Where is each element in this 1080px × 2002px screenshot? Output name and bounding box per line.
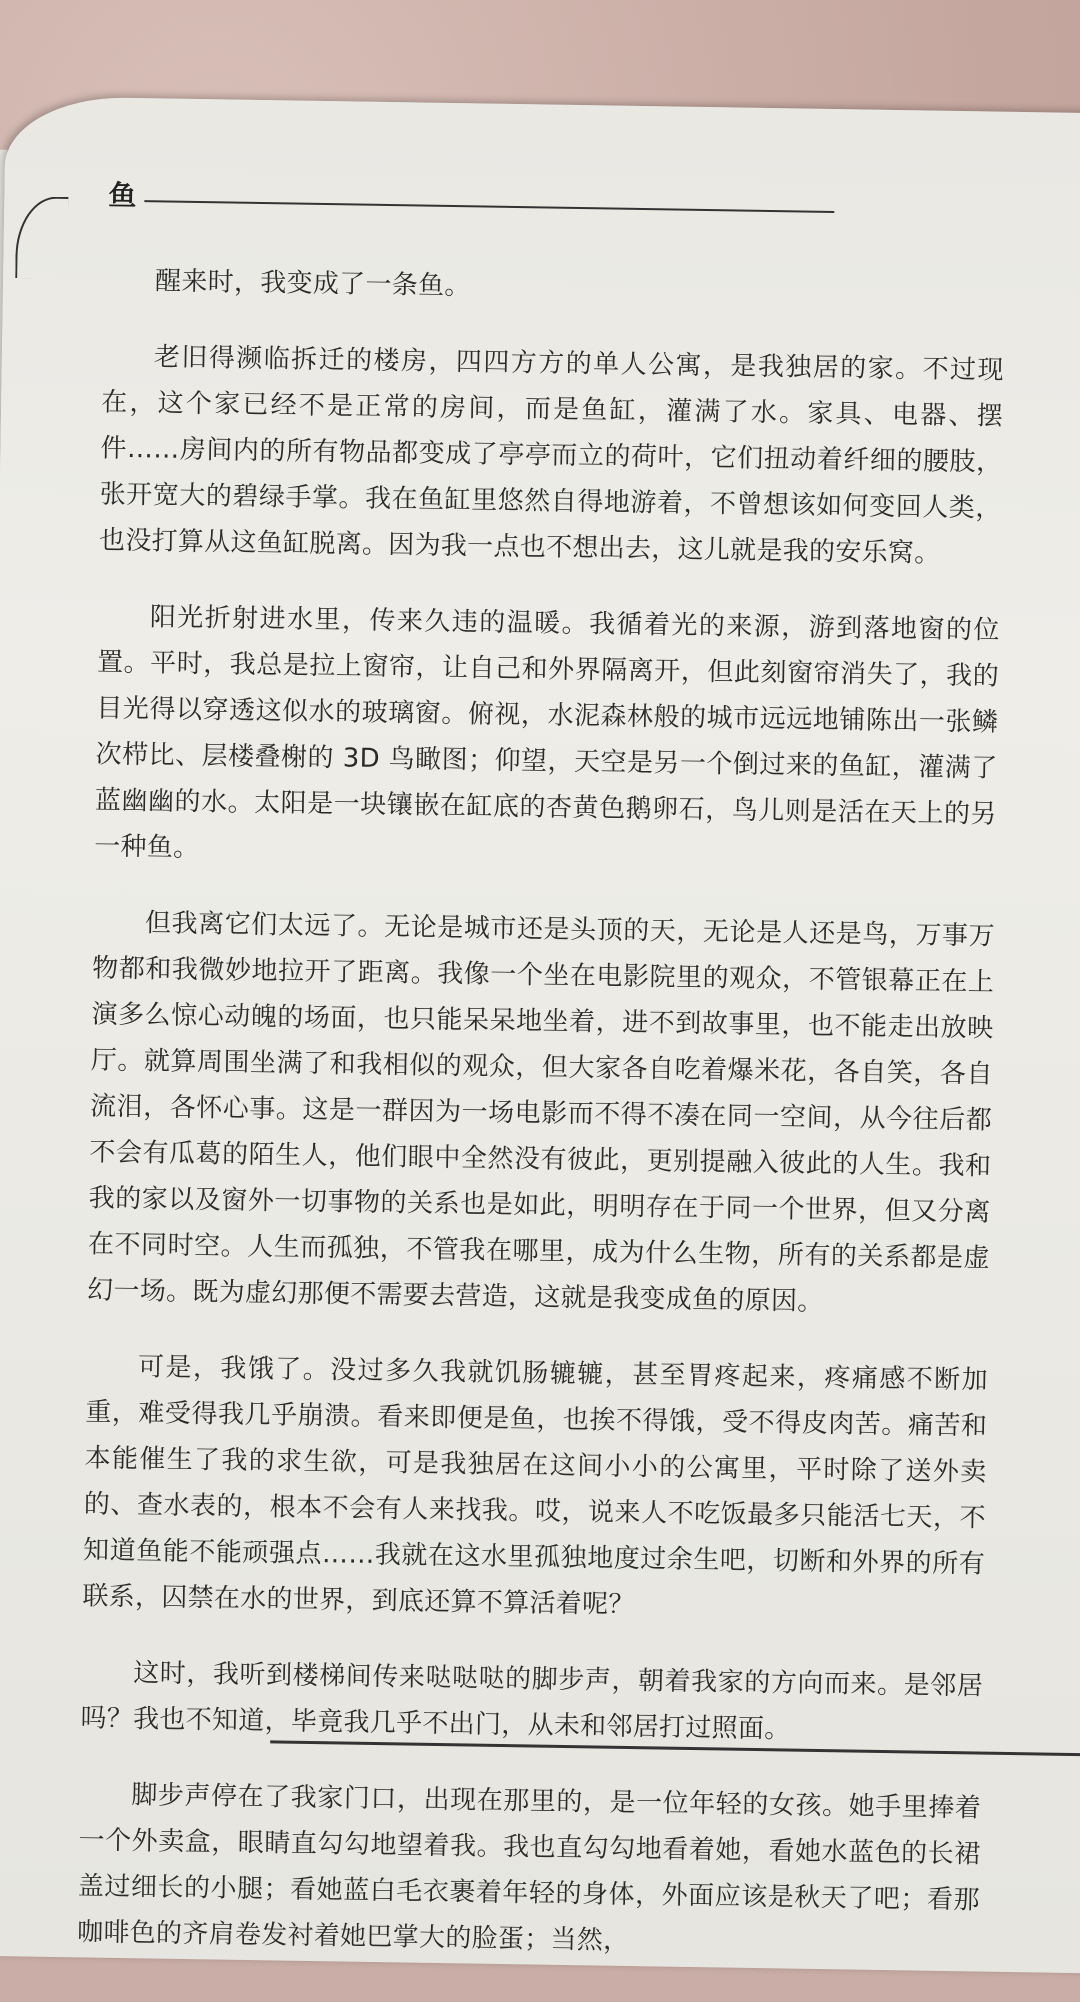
paragraph: 老旧得濒临拆迁的楼房，四四方方的单人公寓，是我独居的家。不过现在，这个家已经不是正常的房间，而是鱼缸，灌满了水。家具、电器、摆件……房间内的所有物品都变成了亭亭而立的荷叶，它们扭动着纤细的腰肢，张开宽大的碧绿手掌。我在鱼缸里悠然自得地游着，不曾想该如何变回人类，也没打算从这鱼缸脱离。因为我一点也不想出去，这儿就是我的安乐窝。 bbox=[98, 342, 1005, 569]
header-rule bbox=[144, 200, 834, 213]
paragraph: 这时，我听到楼梯间传来哒哒哒的脚步声，朝着我家的方向而来。是邻居吗？我也不知道，毕竟我几乎不出门，从未和邻居打过照面。 bbox=[80, 1658, 984, 1745]
book-page bbox=[0, 96, 1080, 1974]
paragraph: 醒来时，我变成了一条鱼。 bbox=[154, 266, 471, 302]
page-corner-decoration bbox=[15, 196, 68, 279]
paragraph: 可是，我饿了。没过多久我就饥肠辘辘，甚至胃疼起来，疼痛感不断加重，难受得我几乎崩溃。看来即便是鱼，也挨不得饿，受不得皮肉苦。痛苦和本能催生了我的求生欲，可是我独居在这间小小的公寓里，平时除了送外卖的、查水表的，根本不会有人来找我。哎，说来人不吃饭最多只能活七天，不知道鱼能不能顽强点……我就在这水里孤独地度过余生吧，切断和外界的所有联系，囚禁在水的世界，到底还算不算活着呢？ bbox=[82, 1352, 989, 1621]
paragraph: 脚步声停在了我家门口，出现在那里的，是一位年轻的女孩。她手里捧着一个外卖盒，眼睛直勾勾地望着我。我也直勾勾地看着她，看她水蓝色的长裙盖过细长的小腿；看她蓝白毛衣裹着年轻的身体，外面应该是秋天了吧；看那咖啡色的齐肩卷发衬着她巴掌大的脸蛋；当然， bbox=[76, 1780, 982, 1957]
paragraph: 阳光折射进水里，传来久违的温暖。我循着光的来源，游到落地窗的位置。平时，我总是拉上窗帘，让自己和外界隔离开，但此刻窗帘消失了，我的目光得以穿透这似水的玻璃窗。俯视，水泥森林般的城市远远地铺陈出一张鳞次栉比、层楼叠榭的 3D 鸟瞰图；仰望，天空是另一个倒过来的鱼缸，灌满了蓝幽幽的水。太阳是一块镶嵌在缸底的杏黄色鹅卵石，鸟儿则是活在天上的另一种鱼。 bbox=[93, 602, 1000, 864]
chapter-title: 鱼 bbox=[108, 178, 137, 213]
paragraph: 但我离它们太远了。无论是城市还是头顶的天，无论是人还是鸟，万事万物都和我微妙地拉开了距离。我像一个坐在电影院里的观众，不管银幕正在上演多么惊心动魄的场面，也只能呆呆地坐着，进不到故事里，也不能走出放映厅。就算周围坐满了和我相似的观众，但大家各自吃着爆米花，各自笑，各自流泪，各怀心事。这是一群因为一场电影而不得不凑在同一空间，从今往后都不会有瓜葛的陌生人，他们眼中全然没有彼此，更别提融入彼此的人生。我和我的家以及窗外一切事物的关系也是如此，明明存在于同一个世界，但又分离在不同时空。人生而孤独，不管我在哪里，成为什么生物，所有的关系都是虚幻一场。既为虚幻那便不需要去营造，这就是我变成鱼的原因。 bbox=[87, 908, 996, 1317]
running-header bbox=[98, 173, 799, 224]
body-text bbox=[76, 258, 1005, 2000]
